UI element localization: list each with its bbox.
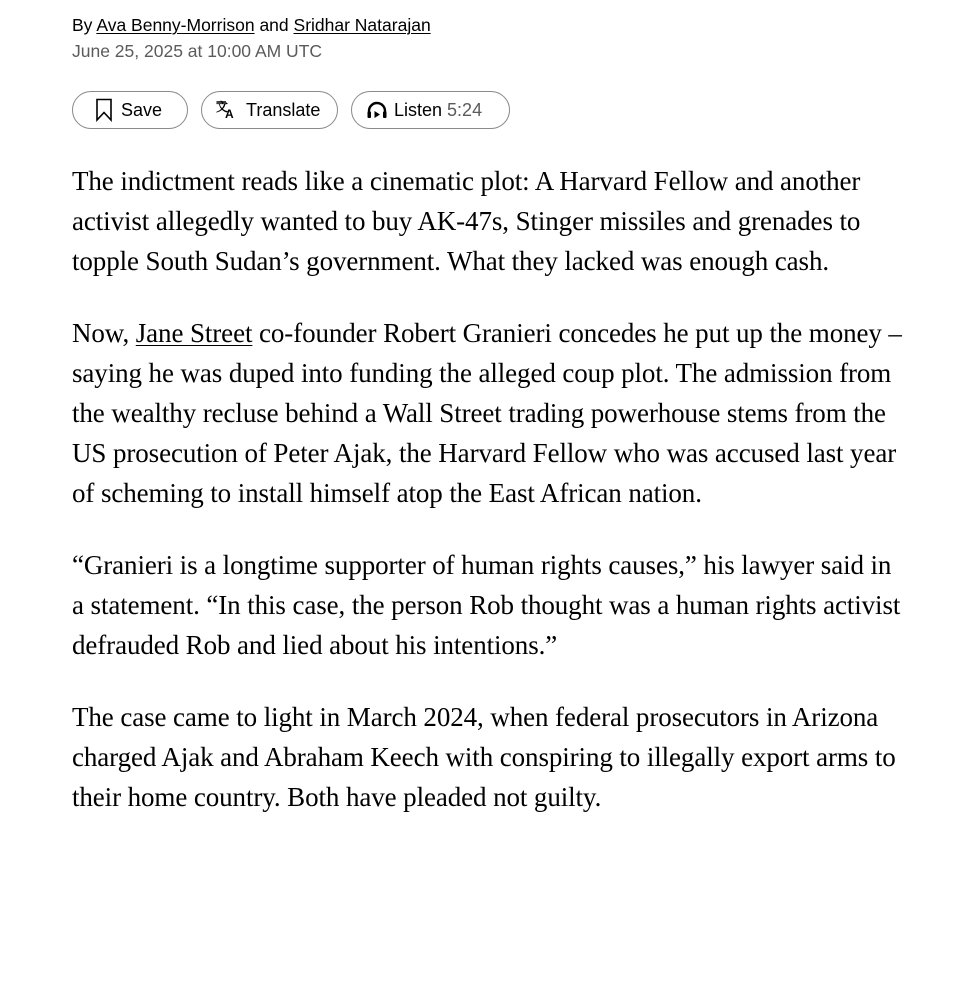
listen-duration: 5:24 bbox=[447, 99, 483, 120]
svg-text:A: A bbox=[225, 107, 234, 120]
paragraph-2 bbox=[72, 313, 902, 513]
listen-label: Listen bbox=[394, 99, 443, 120]
svg-text:文: 文 bbox=[216, 100, 229, 114]
article-actions bbox=[72, 91, 902, 129]
paragraph-2-start: Now, bbox=[72, 318, 136, 348]
article bbox=[72, 12, 902, 849]
paragraph-4: The case came to light in March 2024, when federal prosecutors in Arizona charged Ajak and Abraham Keech with conspiring to illegally export arms to their home country. Both have pleaded not guilty. bbox=[72, 702, 896, 812]
translate-icon bbox=[216, 100, 238, 120]
translate-button[interactable] bbox=[201, 91, 338, 129]
author-link-2[interactable]: Sridhar Natarajan bbox=[293, 15, 431, 35]
article-body bbox=[72, 161, 902, 817]
byline bbox=[72, 12, 902, 38]
listen-button[interactable] bbox=[351, 91, 510, 129]
translate-label: Translate bbox=[246, 99, 321, 120]
bookmark-icon bbox=[95, 98, 113, 122]
save-label: Save bbox=[121, 99, 163, 120]
paragraph-1: The indictment reads like a cinematic plot: A Harvard Fellow and another activist allegedly wanted to buy AK-47s, Stinger missiles and grenades to topple South Sudan’s government. What they lacked was enough cash. bbox=[72, 166, 861, 276]
headphones-icon bbox=[366, 100, 388, 120]
publish-date: June 25, 2025 at 10:00 AM UTC bbox=[72, 41, 323, 61]
paragraph-3: “Granieri is a longtime supporter of human rights causes,” his lawyer said in a statement. “In this case, the person Rob thought was a human rights activist defrauded Rob and lied about his intentions.” bbox=[72, 550, 901, 660]
save-button[interactable] bbox=[72, 91, 188, 129]
author-link-1[interactable]: Ava Benny-Morrison bbox=[96, 15, 255, 35]
byline-prefix: By bbox=[72, 15, 93, 35]
jane-street-link[interactable]: Jane Street bbox=[135, 318, 253, 348]
paragraph-2-rest: co-founder Robert Granieri concedes he put up the money – saying he was duped into funding the alleged coup plot. The admission from the wealthy recluse behind a Wall Street trading powerhouse stems from the US prosecution of Peter Ajak, the Harvard Fellow who was accused last year of scheming to install himself atop the East African nation. bbox=[72, 318, 902, 508]
byline-conjunction: and bbox=[259, 15, 289, 35]
